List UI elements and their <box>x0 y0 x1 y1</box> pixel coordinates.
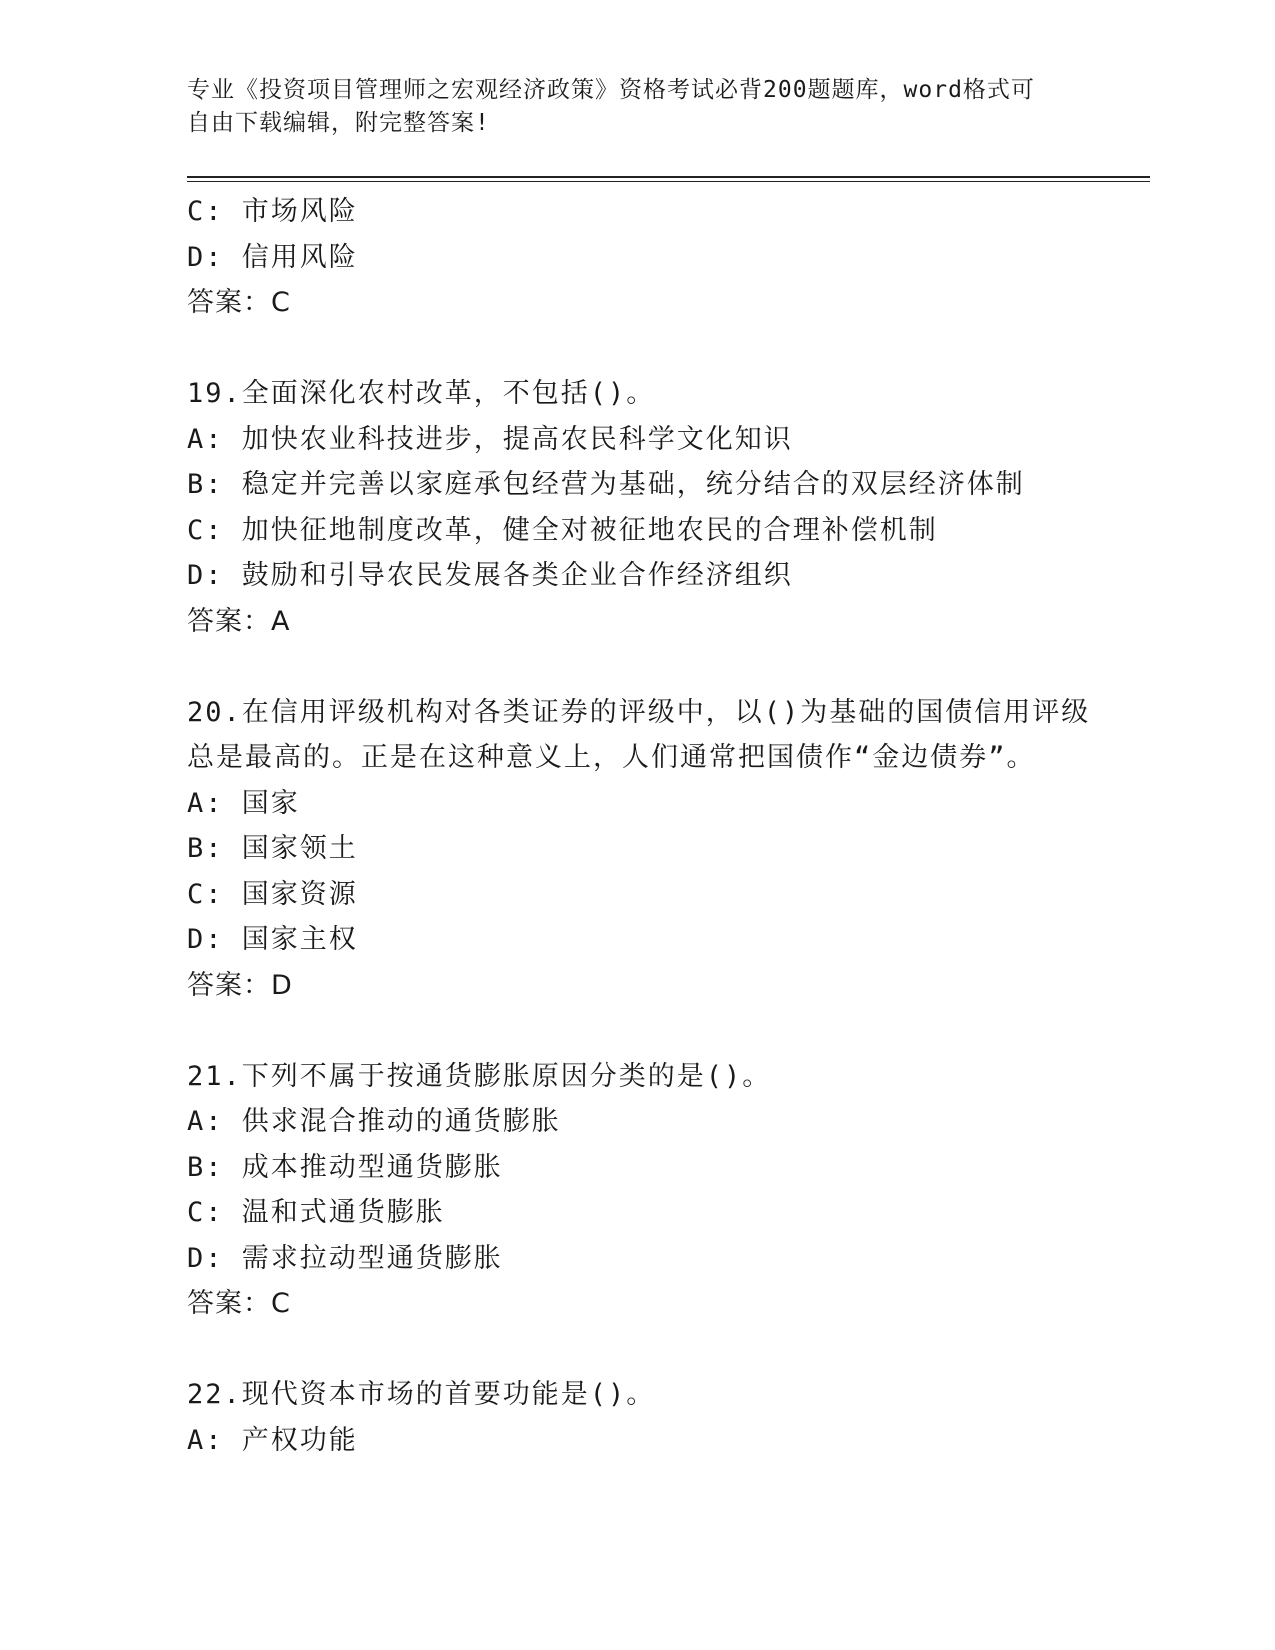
spacer <box>187 1008 1087 1054</box>
option-c: C: 市场风险 <box>187 196 358 227</box>
question-stem: 21.下列不属于按通货膨胀原因分类的是()。 <box>187 1060 772 1092</box>
answer-line: 答案：C <box>187 1288 291 1319</box>
option-c: C: 温和式通货膨胀 <box>187 1197 445 1228</box>
question-block-20 <box>187 690 1091 1009</box>
option-a: A: 供求混合推动的通货膨胀 <box>187 1106 561 1137</box>
header-divider-thin <box>187 181 1150 182</box>
spacer <box>187 644 1087 690</box>
option-b: B: 国家领土 <box>187 833 358 864</box>
header-line-1: 专业《投资项目管理师之宏观经济政策》资格考试必背200题题库，word格式可 <box>187 77 1035 103</box>
option-a: A: 产权功能 <box>187 1424 358 1456</box>
option-a: A: 加快农业科技进步，提高农民科学文化知识 <box>187 423 793 455</box>
header-line-2: 自由下载编辑，附完整答案! <box>187 110 490 136</box>
question-stem: 22.现代资本市场的首要功能是()。 <box>187 1379 656 1410</box>
question-list <box>187 189 1091 1463</box>
question-block-19 <box>187 371 1087 644</box>
option-d: D: 鼓励和引导农民发展各类企业合作经济组织 <box>187 560 793 591</box>
question-stem: 19.全面深化农村改革，不包括()。 <box>187 378 656 409</box>
answer-line: 答案：C <box>187 287 291 318</box>
document-header <box>187 74 1087 140</box>
option-d: D: 国家主权 <box>187 924 358 955</box>
option-c: C: 加快征地制度改革，健全对被征地农民的合理补偿机制 <box>187 514 938 546</box>
question-block-prev <box>187 189 1087 326</box>
answer-line: 答案：D <box>187 969 293 1001</box>
option-a: A: 国家 <box>187 787 300 819</box>
question-stem: 20.在信用评级机构对各类证券的评级中，以()为基础的国债信用评级 <box>187 696 1091 728</box>
question-stem-continued: 总是最高的。正是在这种意义上，人们通常把国债作“金边债券”。 <box>187 742 1036 773</box>
option-c: C: 国家资源 <box>187 878 358 910</box>
answer-line: 答案：A <box>187 605 291 637</box>
option-d: D: 需求拉动型通货膨胀 <box>187 1242 503 1274</box>
option-d: D: 信用风险 <box>187 241 358 273</box>
spacer <box>187 326 1087 372</box>
header-divider-thick <box>187 176 1150 178</box>
question-block-21 <box>187 1054 1087 1327</box>
option-b: B: 稳定并完善以家庭承包经营为基础，统分结合的双层经济体制 <box>187 469 1025 500</box>
option-b: B: 成本推动型通货膨胀 <box>187 1151 503 1183</box>
question-block-22 <box>187 1372 1087 1463</box>
spacer <box>187 1327 1087 1373</box>
